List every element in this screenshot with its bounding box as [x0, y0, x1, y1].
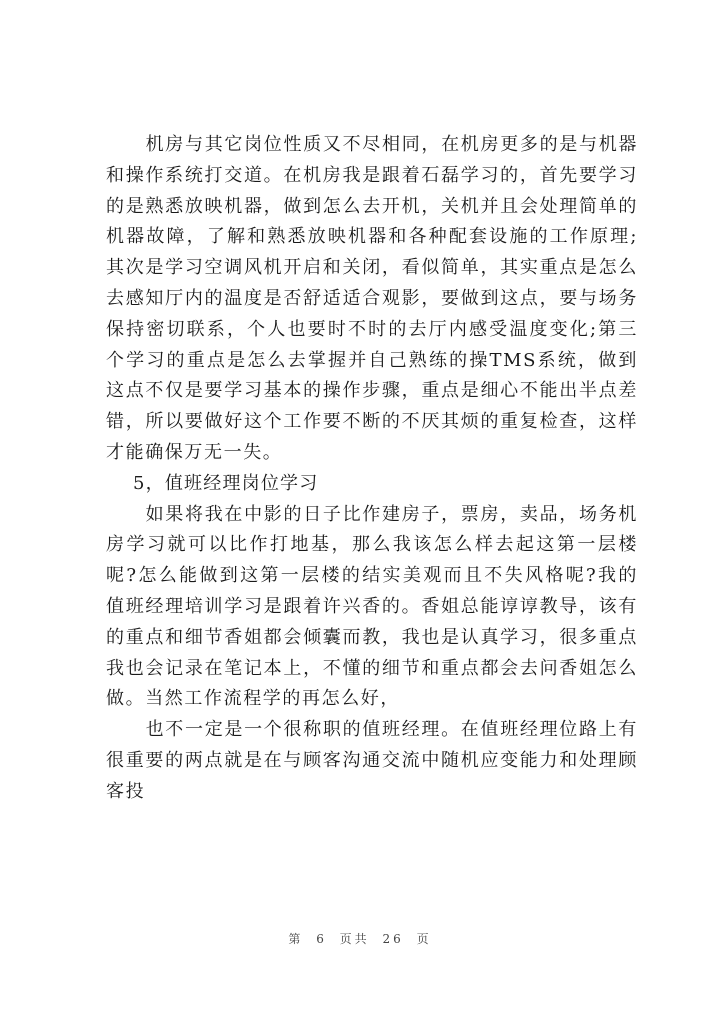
paragraph-duty-manager-training: 如果将我在中影的日子比作建房子，票房，卖品，场务机房学习就可以比作打地基，那么我该怎么样去起这第一层楼呢?怎么能做到这第一层楼的结实美观而且不失风格呢?我的值班经理培训学习是跟着许兴香的。香姐总能谆谆教导，该有的重点和细节香姐都会倾囊而教，我也是认真学习，很多重点我也会记录在笔记本上，不懂的细节和重点都会去问香姐怎么做。当然工作流程学的再怎么好， — [106, 503, 638, 710]
footer-current-page: 6 — [316, 932, 327, 946]
footer-middle: 页共 — [339, 932, 370, 946]
document-body — [106, 130, 638, 808]
footer-total-pages: 26 — [382, 932, 404, 946]
section-heading-duty-manager: 5，值班经理岗位学习 — [133, 472, 319, 494]
paragraph-machine-room: 机房与其它岗位性质又不尽相同，在机房更多的是与机器和操作系统打交道。在机房我是跟着石磊学习的，首先要学习的是熟悉放映机器，做到怎么去开机，关机并且会处理简单的机器故障，了解和熟悉放映机器和各种配套设施的工作原理;其次是学习空调风机开启和关闭，看似简单，其实重点是怎么去感知厅内的温度是否舒适适合观影，要做到这点，要与场务保持密切联系，个人也要时不时的去厅内感受温度变化;第三个学习的重点是怎么去掌握并自己熟练的操TMS系统，做到这点不仅是要学习基本的操作步骤，重点是细心不能出半点差错，所以要做好这个工作要不断的不厌其烦的重复检查，这样才能确保万无一失。 — [106, 134, 638, 463]
footer-suffix: 页 — [416, 932, 432, 946]
page-footer — [0, 930, 720, 947]
paragraph-duty-manager-skills: 也不一定是一个很称职的值班经理。在值班经理位路上有很重要的两点就是在与顾客沟通交流中随机应变能力和处理顾客投 — [106, 719, 638, 802]
footer-prefix: 第 — [288, 932, 304, 946]
